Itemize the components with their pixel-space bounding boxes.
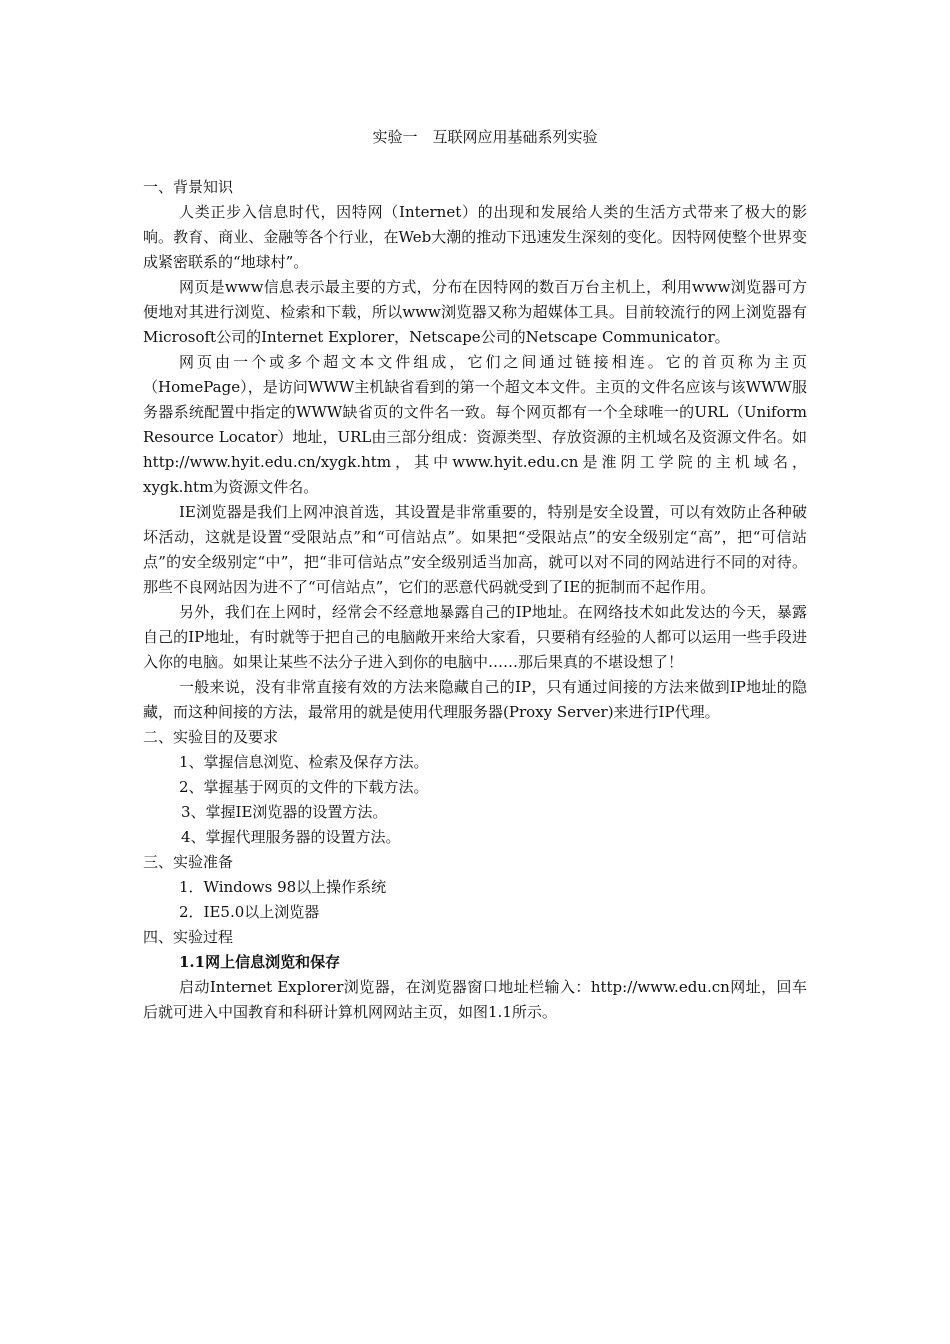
list-item: 2．IE5.0以上浏览器 (179, 903, 320, 921)
list-item: 1、掌握信息浏览、检索及保存方法。 (179, 753, 429, 771)
paragraph: 网页是www信息表示最主要的方式，分布在因特网的数百万台主机上，利用www浏览器可方便地对其进行浏览、检索和下载，所以www浏览器又称为超媒体工具。目前较流行的网上浏览器有Microsoft公司的Internet Explorer，Netscape公司的Netscape Communicator。 (143, 278, 807, 346)
section-heading-preparation: 三、实验准备 (143, 853, 234, 871)
list-item: 3、掌握IE浏览器的设置方法。 (181, 803, 388, 821)
list-item: 1．Windows 98以上操作系统 (179, 878, 387, 896)
paragraph: 启动Internet Explorer浏览器，在浏览器窗口地址栏输入：http://www.edu.cn网址，回车后就可进入中国教育和科研计算机网网站主页，如图1.1所示。 (143, 978, 807, 1021)
list-item: 4、掌握代理服务器的设置方法。 (181, 828, 401, 846)
section-heading-procedure: 四、实验过程 (143, 928, 234, 946)
list-item: 2、掌握基于网页的文件的下载方法。 (179, 778, 429, 796)
section-heading-background: 一、背景知识 (143, 178, 234, 196)
paragraph: 人类正步入信息时代，因特网（Internet）的出现和发展给人类的生活方式带来了极大的影响。教育、商业、金融等各个行业，在Web大潮的推动下迅速发生深刻的变化。因特网使整个世界变成紧密联系的“地球村”。 (143, 203, 807, 271)
subsection-heading: 1.1网上信息浏览和保存 (179, 953, 341, 971)
paragraph: 另外，我们在上网时，经常会不经意地暴露自己的IP地址。在网络技术如此发达的今天，暴露自己的IP地址，有时就等于把自己的电脑敞开来给大家看，只要稍有经验的人都可以运用一些手段进入你的电脑。如果让某些不法分子进入到你的电脑中……那后果真的不堪设想了！ (143, 603, 807, 671)
paragraph: 一般来说，没有非常直接有效的方法来隐藏自己的IP，只有通过间接的方法来做到IP地址的隐藏，而这种间接的方法，最常用的就是使用代理服务器(Proxy Server)来进行IP代理。 (143, 678, 807, 721)
document-title: 实验一 互联网应用基础系列实验 (372, 128, 598, 146)
paragraph: IE浏览器是我们上网冲浪首选，其设置是非常重要的，特别是安全设置，可以有效防止各种破坏活动，这就是设置“受限站点”和“可信站点”。如果把“受限站点”的安全级别定“高”，把“可信站点”的安全级别定“中”，把“非可信站点”安全级别适当加高，就可以对不同的网站进行不同的对待。那些不良网站因为进不了“可信站点”，它们的恶意代码就受到了IE的扼制而不起作用。 (143, 503, 807, 596)
paragraph: 网页由一个或多个超文本文件组成，它们之间通过链接相连。它的首页称为主页（HomePage），是访问WWW主机缺省看到的第一个超文本文件。主页的文件名应该与该WWW服务器系统配置中指定的WWW缺省页的文件名一致。每个网页都有一个全球唯一的URL（Uniform Resource Locator）地址，URL由三部分组成：资源类型、存放资源的主机域名及资源文件名。如http://www.hyit.edu.cn/xygk.htm，其中www.hyit.edu.cn是淮阴工学院的主机域名，xygk.htm为资源文件名。 (143, 353, 807, 496)
document-page (143, 125, 807, 1025)
section-heading-objectives: 二、实验目的及要求 (143, 728, 279, 746)
